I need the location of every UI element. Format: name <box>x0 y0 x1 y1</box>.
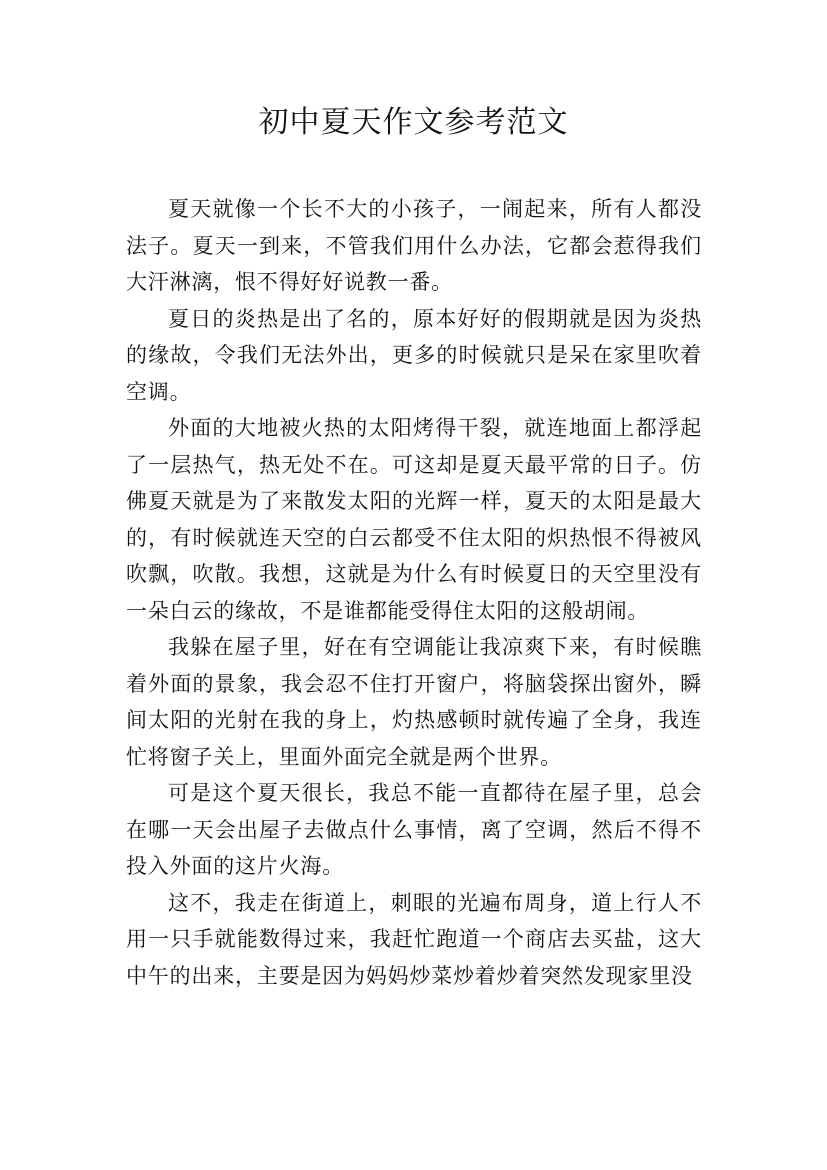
document-title: 初中夏天作文参考范文 <box>258 105 569 140</box>
paragraph-4: 我躲在屋子里，好在有空调能让我凉爽下来，有时候瞧着外面的景象，我会忍不住打开窗户，将脑袋探出窗外，瞬间太阳的光射在我的身上，灼热感顿时就传遍了全身，我连忙将窗子关上，里面外面完全就是两个世界。 <box>126 635 702 769</box>
paragraph-6: 这不，我走在街道上，刺眼的光遍布周身，道上行人不用一只手就能数得过来，我赶忙跑道一个商店去买盐，这大中午的出来，主要是因为妈妈炒菜炒着炒着突然发现家里没 <box>126 890 702 988</box>
paragraph-5: 可是这个夏天很长，我总不能一直都待在屋子里，总会在哪一天会出屋子去做点什么事情，离了空调，然后不得不投入外面的这片火海。 <box>126 781 702 878</box>
document-body <box>126 191 702 994</box>
paragraph-2: 夏日的炎热是出了名的，原本好好的假期就是因为炎热的缘故，令我们无法外出，更多的时候就只是呆在家里吹着空调。 <box>126 306 702 404</box>
paragraph-1: 夏天就像一个长不大的小孩子，一闹起来，所有人都没法子。夏天一到来，不管我们用什么办法，它都会惹得我们大汗淋漓，恨不得好好说教一番。 <box>126 197 702 294</box>
paragraph-3: 外面的大地被火热的太阳烤得干裂，就连地面上都浮起了一层热气，热无处不在。可这却是夏天最平常的日子。仿佛夏天就是为了来散发太阳的光辉一样，夏天的太阳是最大的，有时候就连天空的白云都受不住太阳的炽热恨不得被风吹飘，吹散。我想，这就是为什么有时候夏日的天空里没有一朵白云的缘故，不是谁都能受得住太阳的这般胡闹。 <box>126 416 702 623</box>
